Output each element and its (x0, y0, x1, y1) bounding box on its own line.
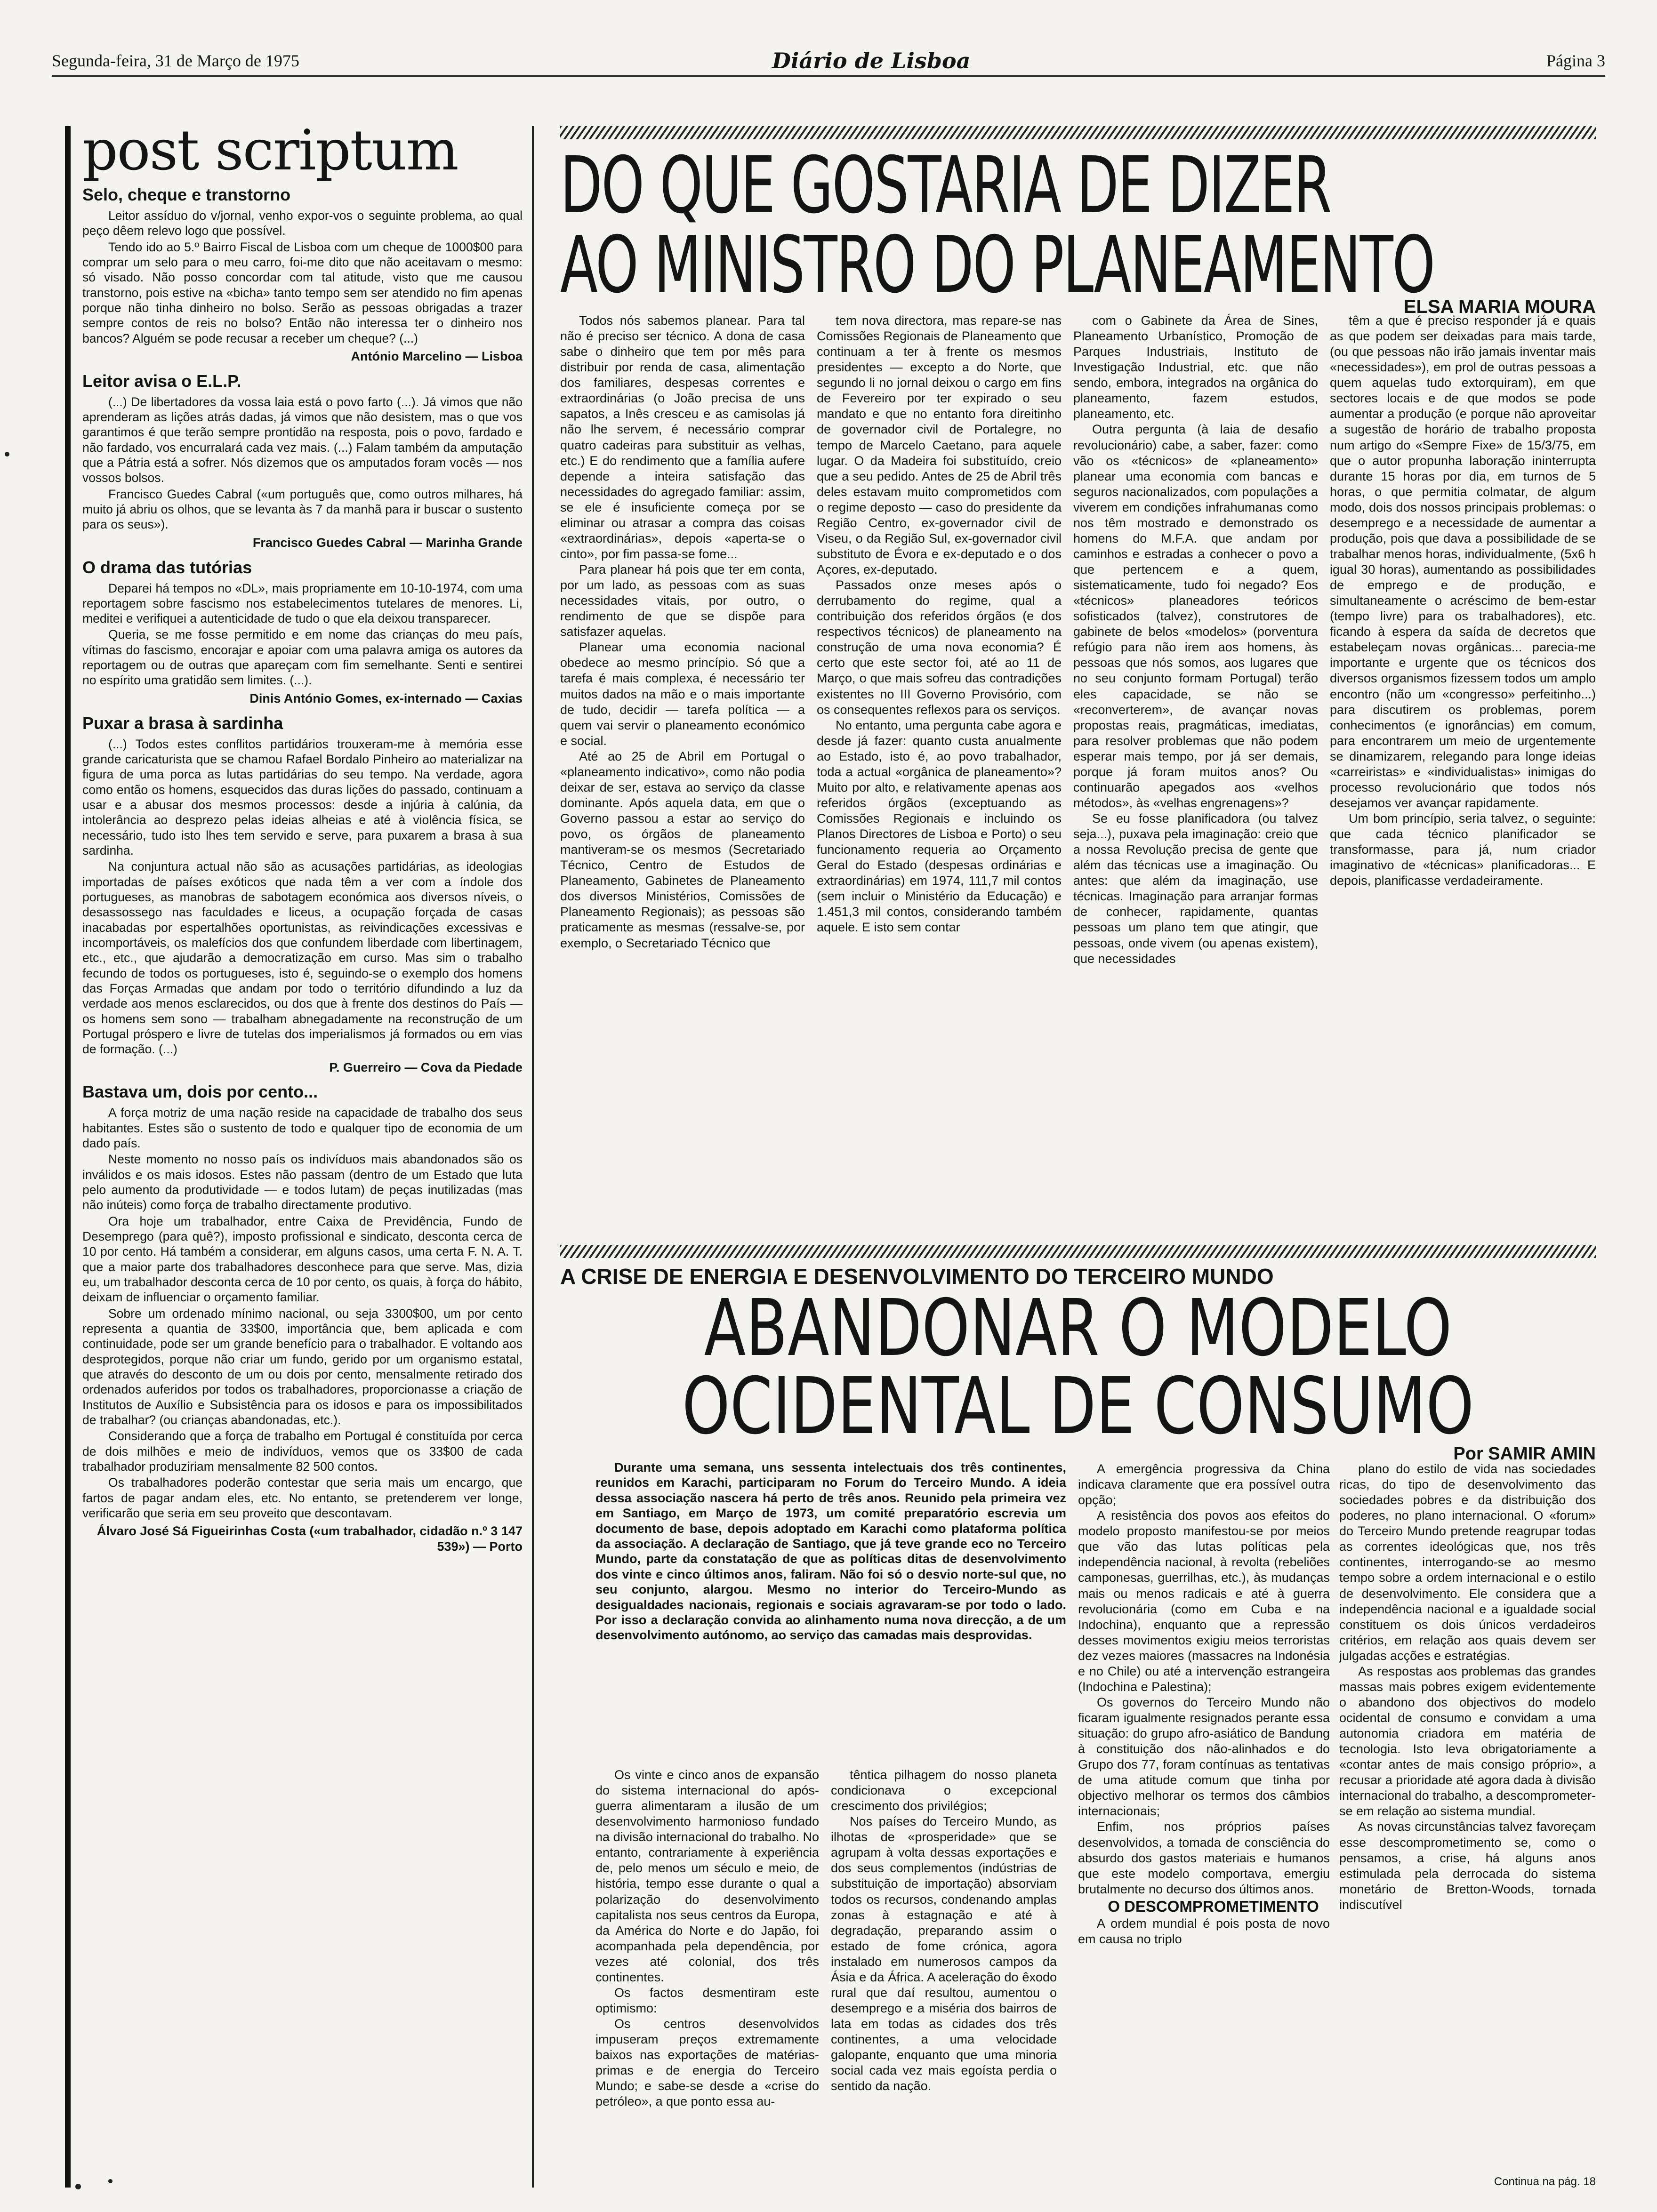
letter-paragraph: Neste momento no nosso país os indivíduos mais abandonados são os inválidos e os mais idosos. Estes não passam (dentro de um Estado que luta pelo aumento da produtividade — e todos lutam) de peças inutilizadas (mas não inúteis) como força de trabalho directamente produtivo. (82, 1152, 523, 1212)
page-number: Página 3 (1546, 51, 1605, 70)
letter-heading: Bastava um, dois por cento... (82, 1082, 318, 1102)
article-paragraph: A resistência dos povos aos efeitos do modelo proposto manifestou-se por meios que vão das lutas políticas pela independência nacional, à revolta (rebeliões camponesas, guerrilhas, etc.), às mudanças mais ou menos radicais e até à guerra revolucionária (como em Cuba e na Indochina), enquanto que a repressão desses movimentos exigiu meios terroristas dez vezes maiores (massacres na Indonésia e no Chile) ou até a intervenção estrangeira (Indochina e Palestina); (1078, 1508, 1330, 1694)
article-paragraph: Todos nós sabemos planear. Para tal não é preciso ser técnico. A dona de casa sabe o dinheiro que tem por mês para distribuir por renda de casa, alimentação dos familiares, despesas correntes e extraordinárias (o João precisa de uns sapatos, a Inês cresceu e as camisolas já não lhe servem, é necessário comprar quatro cadeiras para substituir as velhas, etc.) E do rendimento que a família aufere depende a inteira satisfação das necessidades do agregado familiar: assim, se ele é insuficiente começa por se eliminar ou atrasar a compra das coisas «extraordinárias», depois «aperta-se o cinto», por fim passa-se fome... (560, 313, 805, 561)
letter-heading: Selo, cheque e transtorno (82, 185, 291, 204)
lead-paragraph: Durante uma semana, uns sessenta intelectuais dos três continentes, reunidos em Karachi, participaram no Forum do Terceiro Mundo. A ideia dessa associação nascera há perto de três anos. Reunido pela primeira vez em Santiago, em Março de 1973, um comité preparatório escrevia um documento de base, depois adoptado em Karachi como plataforma política da associação. A declaração de Santiago, que já teve grande eco no Terceiro Mundo, parte da constatação de que as políticas ditas de desenvolvimento dos vinte e cinco últimos anos, faliram. Não foi só o desvio norte-sul que, no seu conjunto, alargou. Mesmo no interior do Terceiro-Mundo as desigualdades nacionais, regionais e sociais agravaram-se por todo o lado. Por isso a declaração convida ao alinhamento numa nova direcção, a de um desenvolvimento autónomo, ao serviço das camadas mais desprovidas. (595, 1460, 1066, 1643)
hatch-band-middle (560, 1245, 1596, 1258)
article-paragraph: Enfim, nos próprios países desenvolvidos, a tomada de consciência do absurdo dos gastos materiais e humanos que este modelo comportava, emergiu brutalmente no decurso dos últimos anos. (1078, 1819, 1330, 1896)
article-paragraph: No entanto, uma pergunta cabe agora e desde já fazer: quanto custa anualmente ao Estado, isto é, ao povo trabalhador, toda a actual «orgânica de planeamento»? Muito por alto, e relativamente apenas aos referidos órgãos (exceptuando as Comissões Regionais e incluindo os Planos Directores de Lisboa e Porto) o seu funcionamento requeria ao Orçamento Geral do Estado (despesas ordinárias e extraordinárias) em 1974, 111,7 mil contos (sem incluir o Ministério da Educação) e 1.451,3 mil contos, considerando também aquele. E isto sem contar (817, 718, 1062, 935)
article-paragraph: Se eu fosse planificadora (ou talvez seja...), puxava pela imaginação: creio que a nossa Revolução precisa de gente que além das técnicas use a imaginação. Ou antes: que além da imaginação, use técnicas. Imaginação para arranjar formas de conhecer, rapidamente, quantas pessoas um plano tem que atingir, que pessoas, onde vivem (ou apenas existem), que necessidades (1073, 811, 1318, 966)
article1-column-4 (1330, 313, 1596, 889)
article-paragraph: Planear uma economia nacional obedece ao mesmo princípio. Só que a tarefa é mais complexa, é necessário ter muitos dados na mão e o mais importante de tudo, decidir — tarefa política — a quem vai servir o planeamento económico e social. (560, 640, 805, 748)
letter-paragraph: Tendo ido ao 5.º Bairro Fiscal de Lisboa com um cheque de 1000$00 para comprar um selo para o meu carro, foi-me dito que não aceitavam o mesmo: só visado. Não posso concordar com tal atitude, visto que me causou transtorno, pois estive na «bicha» tanto tempo sem ser atendido no fim apenas porque não tinha dinheiro no bolso. Serão as pessoas obrigadas a trazer sempre contos de reis no bolso? Então não interessa ter o dinheiro nos bancos? Alguém se pode recusar a receber um cheque? (...) (82, 240, 523, 345)
letter-signature: Dinis António Gomes, ex-internado — Caxias (249, 691, 523, 705)
letter-signature: Álvaro José Sá Figueirinhas Costa («um trabalhador, cidadão n.º 3 147 539») — Porto (97, 1524, 523, 1554)
section-subhead: O DESCOMPROMETIMENTO (1108, 1897, 1319, 1915)
article-paragraph: Os factos desmentiram este optimismo: (595, 1985, 819, 2015)
article2-byline: Por SAMIR AMIN (1453, 1444, 1596, 1464)
letter-paragraph: Considerando que a força de trabalho em Portugal é constituída por cerca de dois milhões e meio de indivíduos, vemos que os 33$00 de cada trabalhador produziriam mensalmente 82 500 contos. (82, 1429, 523, 1474)
letter-paragraph: Queria, se me fosse permitido e em nome das crianças do meu país, vítimas do fascismo, encorajar e apoiar com uma palavra amiga os autores da reportagem ou de outras que apareçam com fim semelhante. Senti e sentirei no espírito uma gratidão sem limites. (...). (82, 627, 523, 688)
column-divider (532, 126, 534, 2188)
article-paragraph: A emergência progressiva da China indicava claramente que era possível outra opção; (1078, 1462, 1330, 1507)
article-paragraph: têm a que é preciso responder já e quais as que podem ser deixadas para mais tarde, (ou que pessoas não irão jamais inventar mais «necessidades»), em prol de outras pessoas a quem aquelas tudo extorquiram), em que sectores locais e de que modos se pode aumentar a produção (e porque não aproveitar a sugestão de horário de trabalho proposta num artigo do «Sempre Fixe» de 15/3/75, em que o autor propunha laboração ininterrupta durante 15 horas por dia, em turnos de 5 horas, o que permitia colmatar, de algum modo, dois dos nossos principais problemas: o desemprego e a necessidade de aumentar a produção, pois que dava a possibilidade de se trabalhar menos horas, individualmente, (5x6 h igual 30 horas), aumentando as possibilidades de emprego e de produção, e simultaneamente o acréscimo de bem-estar (tempo livre) para os trabalhadores), etc. ficando à espera da saída de decretos que estabeleçam novas orgânicas... parecia-me importante e urgente que os técnicos dos diversos organismos fizessem todos um amplo encontro (não um «congresso» perfeitinho...) para discutirem os problemas, porem conhecimentos (e ignorâncias) em comum, para encontrarem um meio de urgentemente se dinamizarem, relegando para longe ideias «carreiristas» e «individualistas» inimigas do processo revolucionário que todos nós desejamos ver avançar rapidamente. (1330, 313, 1596, 810)
letter-paragraph: Na conjuntura actual não são as acusações partidárias, as ideologias importadas de países exóticos que nada têm a ver com a índole dos portugueses, as manobras de sabotagem económica aos diversos níveis, o desassossego nas faculdades e liceus, a ocupação forçada de casas inacabadas por espertalhões oportunistas, as reivindicações excessivas e incomportáveis, os malefícios dos que confundem liberdade com libertinagem, etc., etc., que ajudarão a democratização em curso. Mas sim o trabalho fecundo de todos os portugueses, isto é, seguindo-se o exemplo dos homens das Forças Armadas que andam por todo o território difundindo a luz da verdade aos menos esclarecidos, ou dos que à frente dos destinos do País — os homens sem sono — trabalham abnegadamente na reconstrução de um Portugal próspero e livre de tutelas dos imperialismos já formados ou em vias de formação. (...) (82, 859, 523, 1057)
article2-column-3 (1078, 1461, 1330, 1947)
letter-signature: António Marcelino — Lisboa (351, 349, 523, 363)
continued-note: Continua na pág. 18 (1494, 2175, 1596, 2188)
article-paragraph: tem nova directora, mas repare-se nas Comissões Regionais de Planeamento que continuam a ter à frente os mesmos presidentes — excepto a do Norte, que segundo li no jornal deixou o cargo em fins de Fevereiro por ter expirado o seu mandato e que no entanto fora direitinho de governador civil de Portalegre, no tempo de Marcelo Caetano, para aquele lugar. O da Madeira foi substituído, creio que a seu pedido. Antes de 25 de Abril três deles estavam muito comprometidos com o regime deposto — caso do presidente da Região Centro, ex-governador civil de Viseu, o da Região Sul, ex-governador civil substituto de Évora e ex-deputado e o dos Açores, ex-deputado. (817, 313, 1062, 577)
letter-paragraph: Leitor assíduo do v/jornal, venho expor-vos o seguinte problema, ao qual peço dêem relevo logo que possível. (82, 208, 523, 238)
article-paragraph: Outra pergunta (à laia de desafio revolucionário) cabe, a saber, fazer: como vão os «técnicos» de «planeamento» planear uma economia com bancas e seguros nacionalizados, com populações a viverem em condições infrahumanas como nos têm mostrado e demonstrado os homens do M.F.A. que andam por caminhos e estradas a conhecer o povo a que pertencem e a quem, sistematicamente, tudo foi negado? Eos «técnicos» planeadores teóricos sofisticados (talvez), construtores de gabinete de belos «modelos» (porventura refúgio para não irem aos homens, às pessoas que nós somos, aos lugares que no seu conjunto formam Portugal) terão eles capacidade, se não se «reconverterem», de avançar novas propostas reais, pragmáticas, imediatas, para resolver problemas que não podem esperar mais tempo, por já ser demais, porque já foram muitos anos? Ou continuarão apegados aos «velhos métodos», às «velhas engrenagens»? (1073, 422, 1318, 810)
letter-paragraph: (...) Todos estes conflitos partidários trouxeram-me à memória esse grande caricaturista que se chamou Rafael Bordalo Pinheiro ao materializar na figura de uma porca as lutas partidárias do seu tempo. Na verdade, agora como então os homens, esquecidos das duras lições do passado, continuam a usar e a abusar dos mesmos processos: desde a injúria à calúnia, da intolerância ao desprezo pelas ideias alheias e até à violência física, se necessário, tudo isto lhes tem servido e serve, para puxarem a brasa à sua sardinha. (82, 737, 523, 858)
article-paragraph: Os governos do Terceiro Mundo não ficaram igualmente resignados perante essa situação: do grupo afro-asiático de Bandung à constituição dos não-alinhados e do Grupo dos 77, foram contínuas as tentativas de uma atitude comum que tinha por objectivo melhorar os termos dos câmbios internacionais; (1078, 1695, 1330, 1819)
letter-paragraph: Os trabalhadores poderão contestar que seria mais um encargo, que fartos de pagar andam eles, etc. No entanto, se pretenderem ver longe, verificarão que seria em seu proveito que descontavam. (82, 1475, 523, 1520)
article2-headline (560, 1283, 1596, 1452)
article-paragraph: As novas circunstâncias talvez favoreçam esse descomprometimento se, como o pensamos, a crise, há alguns anos estimulada pela derrocada do sistema monetário de Bretton-Woods, tornada indiscutível (1339, 1819, 1596, 1912)
article-paragraph: Os vinte e cinco anos de expansão do sistema internacional do após-guerra alimentaram a ilusão de um desenvolvimento harmonioso fundado na divisão internacional do trabalho. No entanto, contrariamente à experiência de, pelo menos um século e meio, de história, tempo esse durante o qual a polarização do desenvolvimento capitalista nos seus centros da Europa, da América do Norte e do Japão, foi acompanhada pela dependência, por vezes até colonial, dos três continentes. (595, 1768, 819, 1984)
headline-line-1: DO QUE GOSTARIA DE DIZER (560, 140, 1331, 231)
letter-paragraph: Francisco Guedes Cabral («um português que, como outros milhares, há muito já abriu os olhos, que se levanta às 7 da manhã para ir buscar o sustento para os seus»). (82, 487, 523, 532)
article1-column-2 (817, 313, 1062, 936)
post-scriptum-column (82, 118, 523, 1558)
article-paragraph: Os centros desenvolvidos impuseram preços extremamente baixos nas exportações de matérias-primas e de energia do Terceiro Mundo; e sabe-se desde a «crise do petróleo», a que ponto essa au- (595, 2017, 819, 2109)
article1-column-3 (1073, 313, 1318, 967)
article-paragraph: Um bom princípio, seria talvez, o seguinte: que cada técnico planificador se transformasse, para já, num criador imaginativo de «técnicas» planificadoras... E depois, planificasse verdadeiramente. (1330, 811, 1596, 888)
ink-speck (108, 2179, 113, 2183)
article-paragraph: Nos países do Terceiro Mundo, as ilhotas de «prosperidade» que se agrupam à volta dessas exportações e dos seus complementos (indústrias de substituição de importação) absorviam todos os recursos, condenando amplas zonas à estagnação e até à degradação, preparando assim o estado de fome crónica, agora instalado em numerosos campos da Ásia e da África. A aceleração do êxodo rural que daí resultou, aumentou o desemprego e a miséria dos bairros de lata em todas as cidades dos três continentes, a uma velocidade galopante, enquanto que uma minoria social cada vez mais egoísta perdia o sentido da nação. (831, 1814, 1057, 2093)
issue-date: Segunda-feira, 31 de Março de 1975 (52, 51, 299, 70)
article2-kicker: A CRISE DE ENERGIA E DESENVOLVIMENTO DO TERCEIRO MUNDO (560, 1264, 1274, 1289)
article-paragraph: Para planear há pois que ter em conta, por um lado, as pessoas com as suas necessidades vitais, por outro, o rendimento de que se dispõe para satisfazer aquelas. (560, 562, 805, 639)
article1-byline: ELSA MARIA MOURA (1403, 297, 1596, 317)
letter-paragraph: Sobre um ordenado mínimo nacional, ou seja 3300$00, um por cento representa a quantia de 33$00, importância que, bem aplicada e com continuidade, pode ser um grande benefício para o trabalhador. E voltando aos desprotegidos, porque não criar um fundo, gerido por um organismo estatal, que através do desconto de um ou dois por cento, mensalmente retirado dos ordenados auferidos por todos os trabalhadores, proporcionasse a criação de Institutos de Auxílio e Subsistência para os idosos e para os impossibilitados de trabalhar? (ou crianças abandonadas, etc.). (82, 1306, 523, 1427)
article2-lead (595, 1460, 1066, 1643)
page-header (52, 48, 1605, 79)
letter-signature: Francisco Guedes Cabral — Marinha Grande (252, 535, 523, 550)
left-column-bar (65, 126, 71, 2188)
headline-line-2: OCIDENTAL DE CONSUMO (682, 1361, 1474, 1452)
article-paragraph: têntica pilhagem do nosso planeta condicionava o excepcional crescimento dos privilégios; (831, 1768, 1057, 1813)
article-paragraph: A ordem mundial é pois posta de novo em causa no triplo (1078, 1916, 1330, 1947)
column-title: post scriptum (82, 118, 458, 183)
letter-paragraph: (...) De libertadores da vossa laia está o povo farto (...). Já vimos que não aprenderam as lições atrás dadas, já vimos que não desistem, mas o que vos garantimos é que terão sempre prontidão na resposta, pois o povo, fardado e não fardado, vos encurralará cada vez mais. (...) Falam também da amputação que a Pátria está a sofrer. Nós dizemos que os amputados foram vocês — nos vossos bolsos. (82, 394, 523, 485)
letter-heading: Puxar a brasa à sardinha (82, 713, 283, 733)
headline-line-2: AO MINISTRO DO PLANEAMENTO (560, 220, 1434, 311)
article-paragraph: Passados onze meses após o derrubamento do regime, qual a contribuição dos referidos órgãos (e dos respectivos técnicos) de planeamento na construção de uma nova economia? É certo que este sector foi, até ao 11 de Março, o que mais sofreu das contradições existentes no III Governo Provisório, com os consequentes reflexos para os serviços. (817, 578, 1062, 717)
letter-heading: Leitor avisa o E.L.P. (82, 371, 241, 391)
headline-line-1: ABANDONAR O MODELO (704, 1283, 1452, 1374)
letter-signature: P. Guerreiro — Cova da Piedade (329, 1060, 523, 1074)
letter-paragraph: A força motriz de uma nação reside na capacidade de trabalho dos seus habitantes. Estes são o sustento de todo e qualquer tipo de economia de um dado país. (82, 1106, 523, 1151)
article2-column-1 (595, 1767, 819, 2109)
masthead: Diário de Lisboa (772, 48, 971, 73)
letter-heading: O drama das tutórias (82, 557, 252, 577)
article-paragraph: com o Gabinete da Área de Sines, Planeamento Urbanístico, Promoção de Parques Industriais, Instituto de Investigação Industrial, etc. que não sendo, embora, integrados na orgânica do planeamento, fazem estudos, planeamento, etc. (1073, 313, 1318, 421)
letter-paragraph: Deparei há tempos no «DL», mais propriamente em 10-10-1974, com uma reportagem sobre fascismo nos estabelecimentos tutelares de menores. Li, meditei e verifiquei a autenticidade de tudo o que ela deixou transparecer. (82, 581, 523, 626)
ink-speck (5, 452, 9, 457)
ink-speck (75, 2184, 81, 2189)
hatch-band-top (560, 126, 1596, 139)
article2-column-2 (831, 1767, 1057, 2094)
article-paragraph: Até ao 25 de Abril em Portugal o «planeamento indicativo», como não podia deixar de ser, estava ao serviço da classe dominante. Após aquela data, em que o Governo passou a estar ao serviço do povo, os órgãos de planeamento mantiveram-se os mesmos (Secretariado Técnico, Centro de Estudos de Planeamento, Gabinetes de Planeamento dos diversos Ministérios, Comissões de Planeamento Regionais); as pessoas são praticamente as mesmas (ressalve-se, por exemplo, o Secretariado Técnico que (560, 749, 805, 950)
header-rule (52, 75, 1605, 77)
article2-column-4 (1339, 1461, 1596, 1913)
letter-paragraph: Ora hoje um trabalhador, entre Caixa de Previdência, Fundo de Desemprego (para quê?), imposto profissional e sindicato, desconta cerca de 10 por cento. Há também a considerar, em alguns casos, uma certa F. N. A. T. que a maior parte dos trabalhadores desconhece para que serve. Mas, dizia eu, um trabalhador desconta cerca de 10 por cento, os quais, à força do hábito, deixam de influenciar o orçamento familiar. (82, 1214, 523, 1305)
article1-column-1 (560, 313, 805, 951)
article-paragraph: As respostas aos problemas das grandes massas mais pobres exigem evidentemente o abandono dos objectivos do modelo ocidental de consumo e convidam a uma autonomia criadora em matéria de tecnologia. Isto leva obrigatoriamente a «contar antes de mais consigo próprio», a recusar a prioridade até agora dada à divisão internacional do trabalho, a descomprometer-se em relação ao sistema mundial. (1339, 1664, 1596, 1819)
article-paragraph: plano do estilo de vida nas sociedades ricas, do tipo de desenvolvimento das sociedades pobres e da distribuição dos poderes, no plano internacional. O «forum» do Terceiro Mundo pretende reagrupar todas as correntes ideológicas que, nos três continentes, interrogando-se ao mesmo tempo sobre a ordem internacional e o estilo de desenvolvimento. Ele considera que a independência nacional e a igualdade social constituem os dois únicos verdadeiros critérios, em relação aos quais devem ser julgadas acções e estratégias. (1339, 1462, 1596, 1663)
